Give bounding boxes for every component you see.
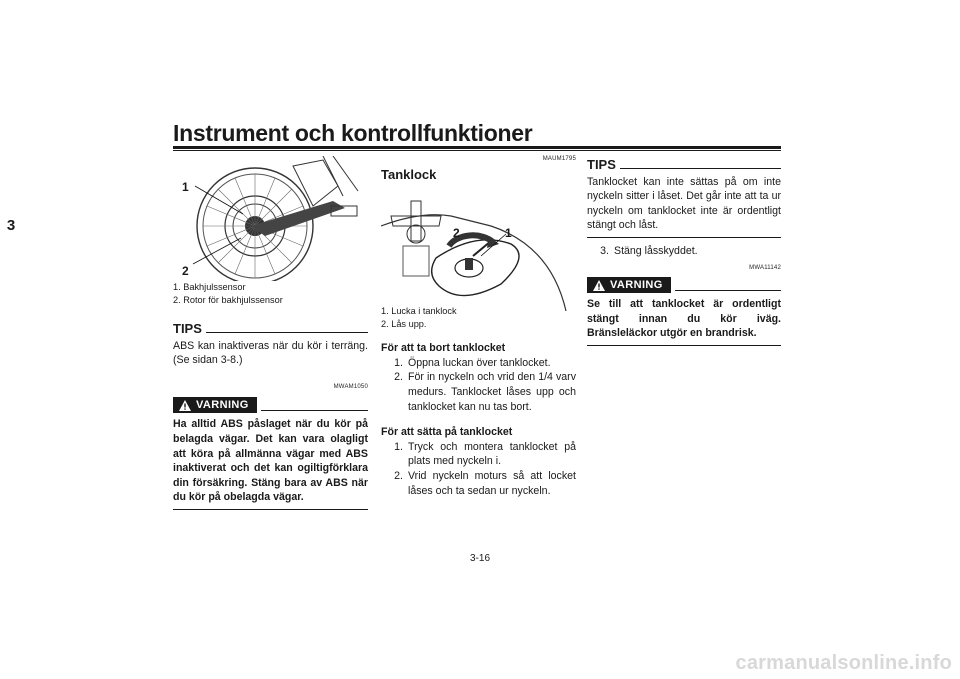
chapter-tab: 3 [0, 210, 22, 242]
step-number: 1. [394, 440, 403, 453]
tips-end-rule [587, 237, 781, 238]
header-rule [173, 146, 781, 149]
step-text: Vrid nyckeln moturs så att locket låses och ta sedan ur nyckeln. [408, 469, 576, 497]
step-number: 3. [600, 244, 609, 257]
callout-1: 1 [505, 226, 512, 241]
list-item [587, 244, 781, 259]
step-list [587, 244, 781, 259]
warning-label: VARNING [196, 399, 249, 412]
list-item [381, 370, 576, 414]
remove-heading: För att ta bort tanklocket [381, 342, 506, 355]
rear-wheel-illustration [173, 156, 368, 281]
footer-watermark: carmanualsonline.info [735, 652, 952, 674]
caption-1: 1. Bakhjulssensor [173, 282, 246, 292]
warning-header [587, 277, 781, 293]
fuel-cap-figure [381, 186, 576, 311]
warning-code: MWAM1050 [333, 383, 368, 390]
column-right [587, 158, 781, 346]
column-middle [381, 152, 576, 498]
tips-label: TIPS [587, 157, 616, 172]
section-code: MAUM1795 [542, 156, 576, 162]
list-item [381, 356, 576, 371]
tips-heading [587, 158, 781, 173]
header-rule-thin [173, 150, 781, 151]
step-text: Tryck och montera tanklocket på plats med nyckeln i. [408, 440, 576, 468]
list-item [381, 469, 576, 498]
callout-1: 1 [182, 180, 189, 194]
warning-text: Ha alltid ABS påslaget när du kör på belagda vägar. Det kan vara olagligt att köra på allmänna vägar med ABS inaktiverat och det kan ogiltigförklara din försäkring. Stäng bara av ABS när du kör på obelagda vägar. [173, 418, 368, 504]
page-title: Instrument och kontrollfunktioner [173, 120, 533, 146]
remove-steps [381, 356, 576, 414]
wheel-sensor-figure [173, 156, 368, 281]
warning-header [173, 397, 368, 413]
page-number: 3-16 [469, 553, 490, 564]
list-item [381, 440, 576, 469]
step-number: 1. [394, 356, 403, 369]
install-steps [381, 440, 576, 498]
callout-2: 2 [182, 264, 189, 278]
caption-1: 1. Lucka i tanklock [381, 306, 457, 317]
callout-2: 2 [453, 226, 460, 241]
warning-badge [587, 277, 671, 293]
step-text: Stäng låsskyddet. [614, 244, 698, 257]
warning-badge [173, 397, 257, 413]
step-number: 2. [394, 371, 403, 384]
step-text: Öppna luckan över tanklocket. [408, 356, 551, 369]
warning-end-rule [587, 345, 781, 346]
warning-triangle-icon [179, 400, 191, 411]
warning-text: Se till att tanklocket är ordentligt stängt innan du kör iväg. Bränsleläckor utgör en brandrisk. [587, 298, 781, 340]
warning-label: VARNING [610, 278, 663, 291]
tips-heading [173, 322, 368, 337]
section-heading: Tanklock [381, 166, 437, 182]
tips-text: Tanklocket kan inte sättas på om inte nyckeln sitter i låset. Det går inte att ta ur nyckeln om tanklocket inte är ordentligt stängt och låst. [587, 175, 781, 232]
tips-label: TIPS [173, 321, 202, 336]
caption-2: 2. Lås upp. [381, 318, 427, 329]
column-left [173, 156, 368, 510]
warning-code: MWA11142 [749, 264, 781, 271]
warning-triangle-icon [593, 280, 605, 291]
step-text: För in nyckeln och vrid den 1/4 varv medurs. Tanklocket låses upp och tanklocket kan nu tas bort. [408, 371, 576, 413]
step-number: 2. [394, 469, 403, 482]
fuel-tank-cap-illustration [381, 186, 576, 311]
warning-end-rule [173, 509, 368, 510]
install-heading: För att sätta på tanklocket [381, 426, 513, 439]
tips-text: ABS kan inaktiveras när du kör i terräng. (Se sidan 3-8.) [173, 339, 368, 367]
caption-2: 2. Rotor för bakhjulssensor [173, 294, 283, 305]
